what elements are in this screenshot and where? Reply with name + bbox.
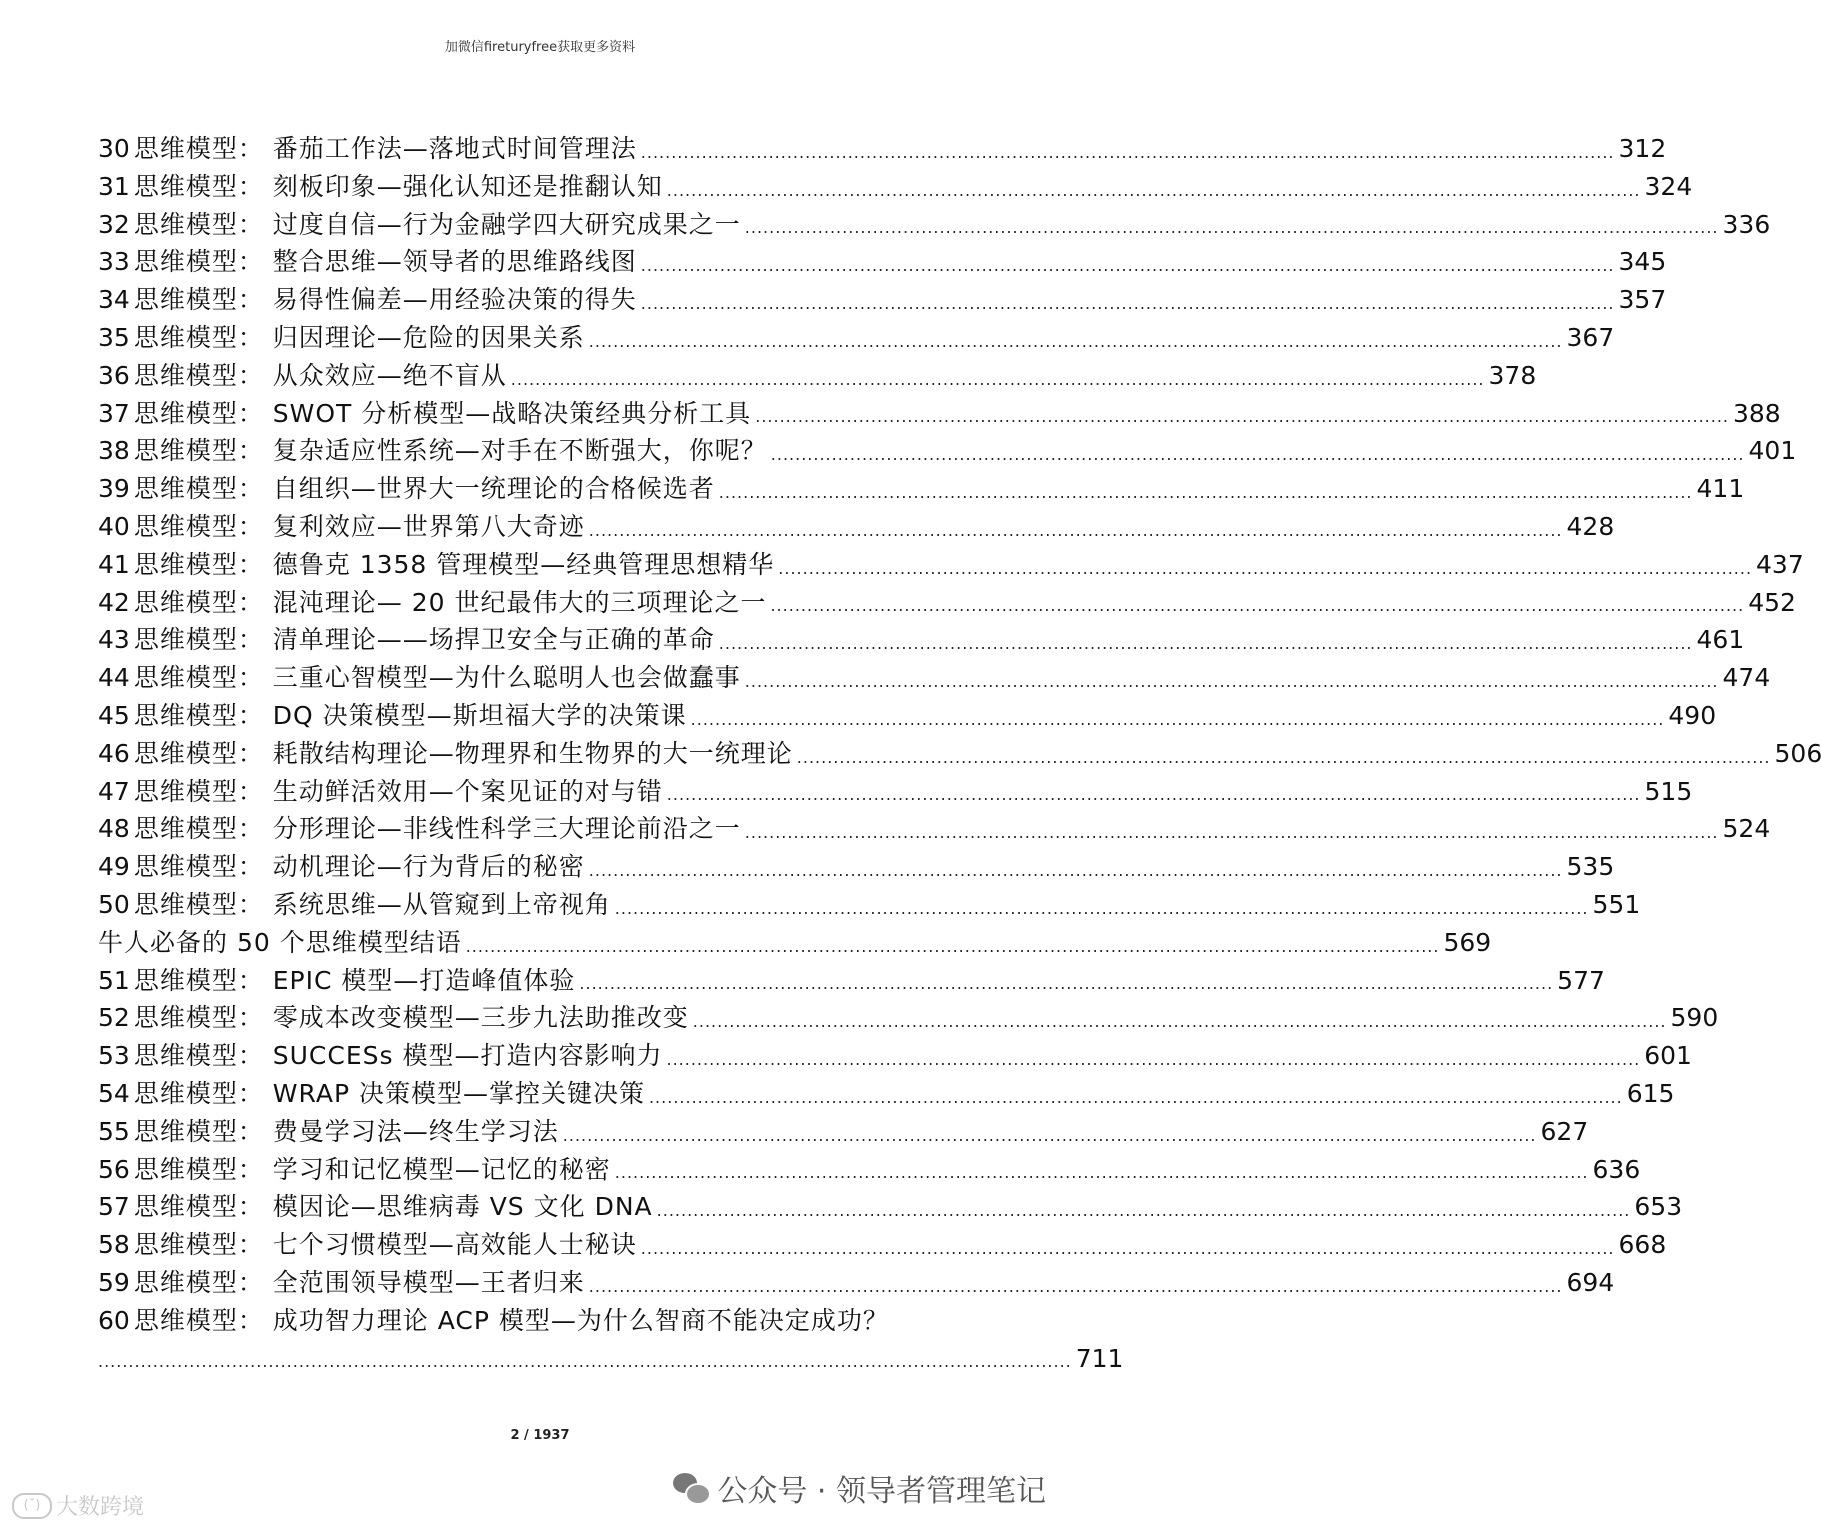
toc-entry-title: 思维模型： 复杂适应性系统—对手在不断强大，你呢？ (133, 436, 767, 466)
toc-entry[interactable] (98, 470, 1745, 508)
toc-leader-dots: ................................................................................................................................................................ (98, 1352, 1072, 1372)
toc-entry-page: 668 (1618, 1230, 1667, 1260)
toc-leader-dots: ................................................................................................................................................................ (588, 331, 1563, 351)
toc-entry[interactable] (98, 773, 1693, 811)
toc-leader-dots: ................................................................................................................................................................ (648, 1087, 1623, 1107)
toc-entry-number: 53 (98, 1041, 130, 1071)
toc-leader-dots: ................................................................................................................................................................ (770, 445, 1745, 465)
toc-entry-number: 50 (98, 889, 130, 919)
toc-entry-page: 601 (1644, 1041, 1692, 1071)
toc-leader-dots: ................................................................................................................................................................ (588, 860, 1563, 880)
toc-entry[interactable] (98, 546, 1804, 584)
toc-leader-dots: ................................................................................................................................................................ (666, 1049, 1641, 1069)
toc-entry-page: 636 (1592, 1154, 1641, 1184)
toc-entry-page: 551 (1592, 889, 1641, 919)
toc-entry-page: 336 (1722, 209, 1771, 239)
toc-entry-number: 51 (98, 965, 130, 995)
toc-leader-dots: ................................................................................................................................................................ (778, 558, 1753, 578)
toc-leader-dots: ................................................................................................................................................................ (690, 709, 1665, 729)
toc-entry-page: 345 (1618, 247, 1667, 277)
toc-entry-page: 615 (1626, 1078, 1675, 1108)
toc-entry-number: 41 (98, 549, 130, 579)
toc-leader-dots: ................................................................................................................................................................ (640, 142, 1615, 162)
toc-leader-dots: ................................................................................................................................................................ (640, 293, 1615, 313)
toc-entry-page: 452 (1748, 587, 1796, 617)
toc-entry-title: 思维模型： 番茄工作法—落地式时间管理法 (133, 134, 637, 163)
toc-entry-title: 思维模型： 自组织—世界大一统理论的合格候选者 (133, 474, 715, 504)
toc-entry-page: 357 (1618, 285, 1667, 315)
toc-entry-page: 437 (1756, 549, 1804, 579)
toc-entry[interactable] (98, 810, 1771, 848)
toc-entry-page: 524 (1722, 814, 1771, 844)
toc-entry-title: 思维模型： 动机理论—行为背后的秘密 (133, 852, 585, 882)
toc-entry-number: 34 (98, 285, 130, 315)
toc-entry[interactable] (98, 924, 1492, 962)
toc-entry[interactable] (98, 886, 1641, 924)
toc-entry-title: 思维模型： 学习和记忆模型—记忆的秘密 (133, 1154, 611, 1184)
toc-leader-dots: ................................................................................................................................................................ (744, 671, 1719, 691)
toc-leader-dots: ................................................................................................................................................................ (562, 1125, 1537, 1145)
toc-entry[interactable] (98, 697, 1717, 735)
toc-entry-title: 思维模型： 混沌理论— 20 世纪最伟大的三项理论之一 (133, 587, 767, 617)
toc-entry-title: 思维模型： 零成本改变模型—三步九法助推改变 (133, 1003, 689, 1033)
toc-entry[interactable] (98, 1113, 1589, 1151)
toc-leader-dots: ................................................................................................................................................................ (640, 1238, 1615, 1258)
toc-entry-number: 46 (98, 738, 130, 768)
page-header: 加微信fireturyfree获取更多资料 (444, 40, 636, 55)
toc-entry-title: 思维模型： 成功智力理论 ACP 模型—为什么智商不能决定成功？ (133, 1305, 889, 1335)
toc-entry-title: 思维模型： 整合思维—领导者的思维路线图 (133, 247, 637, 277)
toc-entry[interactable] (98, 243, 1667, 281)
brand-logo-icon: (ˇ) (12, 1493, 52, 1519)
toc-entry-page: 388 (1733, 398, 1781, 428)
toc-entry-number: 60 (98, 1305, 130, 1335)
toc-entry-title: 思维模型： 耗散结构理论—物理界和生物界的大一统理论 (133, 738, 793, 768)
toc-entry-page: 367 (1566, 322, 1615, 352)
toc-entry-page: 474 (1722, 663, 1771, 693)
toc-entry-number: 42 (98, 587, 130, 617)
toc-leader-dots: ................................................................................................................................................................ (640, 256, 1615, 276)
toc-entry-number: 36 (98, 360, 130, 390)
toc-entry-number: 58 (98, 1230, 130, 1260)
toc-entry[interactable] (98, 130, 1667, 168)
toc-entry-title: 思维模型： EPIC 模型—打造峰值体验 (133, 965, 576, 995)
toc-entry[interactable] (98, 1226, 1667, 1264)
toc-entry-title: 思维模型： 模因论—思维病毒 VS 文化 DNA (133, 1192, 653, 1222)
toc-entry-title: 思维模型： 德鲁克 1358 管理模型—经典管理思想精华 (133, 549, 775, 579)
toc-entry-title: 思维模型： 归因理论—危险的因果关系 (133, 322, 585, 352)
toc-entry-page: 535 (1566, 852, 1615, 882)
toc-entry-page: 711 (1075, 1343, 1124, 1373)
toc-entry-page: 694 (1566, 1267, 1615, 1297)
toc-entry-title: 思维模型： 易得性偏差—用经验决策的得失 (133, 285, 637, 315)
toc-entry-page: 569 (1443, 927, 1492, 957)
toc-leader-dots: ................................................................................................................................................................ (718, 634, 1693, 654)
toc-entry-title: 思维模型： 刻板印象—强化认知还是推翻认知 (133, 171, 663, 201)
toc-entry-number: 45 (98, 700, 130, 730)
toc-entry-title: 思维模型： 过度自信—行为金融学四大研究成果之一 (133, 209, 741, 239)
toc-entry-page: 461 (1696, 625, 1745, 655)
toc-leader-dots: ................................................................................................................................................................ (770, 596, 1745, 616)
toc-entry-title: 思维模型： SUCCESs 模型—打造内容影响力 (133, 1041, 663, 1071)
toc-entry-number: 48 (98, 814, 130, 844)
toc-entry[interactable] (98, 206, 1771, 244)
toc-leader-dots: ................................................................................................................................................................ (588, 1276, 1563, 1296)
toc-entry-number: 33 (98, 247, 130, 277)
toc-entry-60-line2[interactable] (98, 1340, 1124, 1378)
toc-entry-number: 35 (98, 322, 130, 352)
toc-entry-page: 312 (1618, 134, 1667, 163)
toc-entry-number: 54 (98, 1078, 130, 1108)
toc-entry[interactable] (98, 281, 1667, 319)
toc-entry-page: 515 (1644, 776, 1693, 806)
toc-entry[interactable] (98, 395, 1781, 433)
toc-entry-title: 思维模型： 全范围领导模型—王者归来 (133, 1267, 585, 1297)
toc-entry-number: 57 (98, 1192, 130, 1222)
toc-entry-title: 思维模型： 三重心智模型—为什么聪明人也会做蠢事 (133, 663, 741, 693)
toc-entry-page: 378 (1488, 360, 1537, 390)
toc-leader-dots: ................................................................................................................................................................ (796, 747, 1771, 767)
toc-entry-page: 411 (1696, 474, 1745, 504)
toc-leader-dots: ................................................................................................................................................................ (510, 369, 1485, 389)
watermark-right-text: 公众号 · 领导者管理笔记 (717, 1474, 1046, 1509)
toc-entry[interactable] (98, 357, 1537, 395)
toc-entry-number: 40 (98, 511, 130, 541)
toc-leader-dots: ................................................................................................................................................................ (718, 482, 1693, 502)
toc-entry-title: 牛人必备的 50 个思维模型结语 (98, 927, 462, 957)
toc-entry[interactable] (98, 735, 1822, 773)
toc-entry-number: 55 (98, 1116, 130, 1146)
toc-entry-page: 490 (1668, 700, 1717, 730)
toc-entry-number: 47 (98, 776, 130, 806)
toc-entry[interactable] (98, 168, 1693, 206)
toc-entry-title: 思维模型： DQ 决策模型—斯坦福大学的决策课 (133, 700, 687, 730)
wechat-icon (673, 1473, 709, 1503)
toc-leader-dots: ................................................................................................................................................................ (656, 1201, 1631, 1221)
toc-entry-title: 思维模型： 复利效应—世界第八大奇迹 (133, 511, 585, 541)
toc-leader-dots: ................................................................................................................................................................ (465, 936, 1440, 956)
toc-entry-page: 428 (1566, 511, 1615, 541)
toc-entry-number: 49 (98, 852, 130, 882)
toc-entry[interactable] (98, 1264, 1615, 1302)
toc-entry[interactable] (98, 432, 1797, 470)
watermark-left-text: 大数跨境 (56, 1495, 145, 1520)
toc-entry-title: 思维模型： 费曼学习法—终生学习法 (133, 1116, 559, 1146)
toc-entry-number: 39 (98, 474, 130, 504)
toc-entry[interactable] (98, 999, 1719, 1037)
toc-entry-page: 324 (1644, 171, 1693, 201)
toc-entry-title: 思维模型： WRAP 决策模型—掌控关键决策 (133, 1078, 645, 1108)
toc-entry-title: 思维模型： 生动鲜活效用—个案见证的对与错 (133, 776, 663, 806)
toc-entry[interactable] (98, 584, 1796, 622)
toc-entry-number: 59 (98, 1267, 130, 1297)
toc-entry[interactable] (98, 1188, 1683, 1226)
toc-entry-number: 56 (98, 1154, 130, 1184)
toc-leader-dots: ................................................................................................................................................................ (755, 407, 1729, 427)
watermark-right (673, 1466, 1046, 1510)
toc-entry-title: 思维模型： 七个习惯模型—高效能人士秘诀 (133, 1230, 637, 1260)
toc-entry-title: 思维模型： SWOT 分析模型—战略决策经典分析工具 (133, 398, 752, 428)
toc-entry-page: 506 (1774, 738, 1822, 768)
toc-leader-dots: ................................................................................................................................................................ (692, 1012, 1667, 1032)
toc-entry-page: 653 (1634, 1192, 1683, 1222)
toc-entry-60-line1[interactable] (98, 1302, 982, 1340)
toc-leader-dots: ................................................................................................................................................................ (614, 1163, 1589, 1183)
toc-entry[interactable] (98, 1037, 1692, 1075)
toc-entry[interactable] (98, 508, 1615, 546)
toc-entry-page: 627 (1540, 1116, 1589, 1146)
toc-entry[interactable] (98, 319, 1615, 357)
toc-entry-number: 43 (98, 625, 130, 655)
toc-entry[interactable] (98, 1151, 1641, 1189)
toc-entry-page: 590 (1670, 1003, 1719, 1033)
toc-entry[interactable] (98, 848, 1615, 886)
page-number: 2 / 1937 (510, 1428, 570, 1443)
toc-leader-dots: ................................................................................................................................................................ (588, 520, 1563, 540)
toc-leader-dots: ................................................................................................................................................................ (614, 898, 1589, 918)
toc-leader-dots: ................................................................................................................................................................ (744, 823, 1719, 843)
toc-entry-page: 577 (1557, 965, 1605, 995)
toc-entry[interactable] (98, 1075, 1675, 1113)
toc-entry[interactable] (98, 621, 1745, 659)
toc-entry-number: 37 (98, 398, 130, 428)
toc-entry[interactable] (98, 962, 1605, 1000)
toc-entry-number: 44 (98, 663, 130, 693)
toc-entry-number: 31 (98, 171, 130, 201)
toc-entry-title: 思维模型： 系统思维—从管窥到上帝视角 (133, 889, 611, 919)
toc-entry-number: 30 (98, 134, 130, 163)
toc-entry-title: 思维模型： 从众效应—绝不盲从 (133, 360, 507, 390)
toc-leader-dots: ................................................................................................................................................................ (744, 218, 1719, 238)
table-of-contents (98, 130, 1822, 1377)
toc-leader-dots: ................................................................................................................................................................ (666, 785, 1641, 805)
toc-entry-number: 38 (98, 436, 130, 466)
toc-entry-title: 思维模型： 清单理论——场捍卫安全与正确的革命 (133, 625, 715, 655)
toc-entry-title: 思维模型： 分形理论—非线性科学三大理论前沿之一 (133, 814, 741, 844)
watermark-left (12, 1490, 144, 1521)
toc-leader-dots: ................................................................................................................................................................ (579, 974, 1554, 994)
toc-entry[interactable] (98, 659, 1771, 697)
toc-entry-number: 32 (98, 209, 130, 239)
toc-leader-dots: ................................................................................................................................................................ (666, 180, 1641, 200)
toc-entry-page: 401 (1748, 436, 1797, 466)
toc-entry-number: 52 (98, 1003, 130, 1033)
